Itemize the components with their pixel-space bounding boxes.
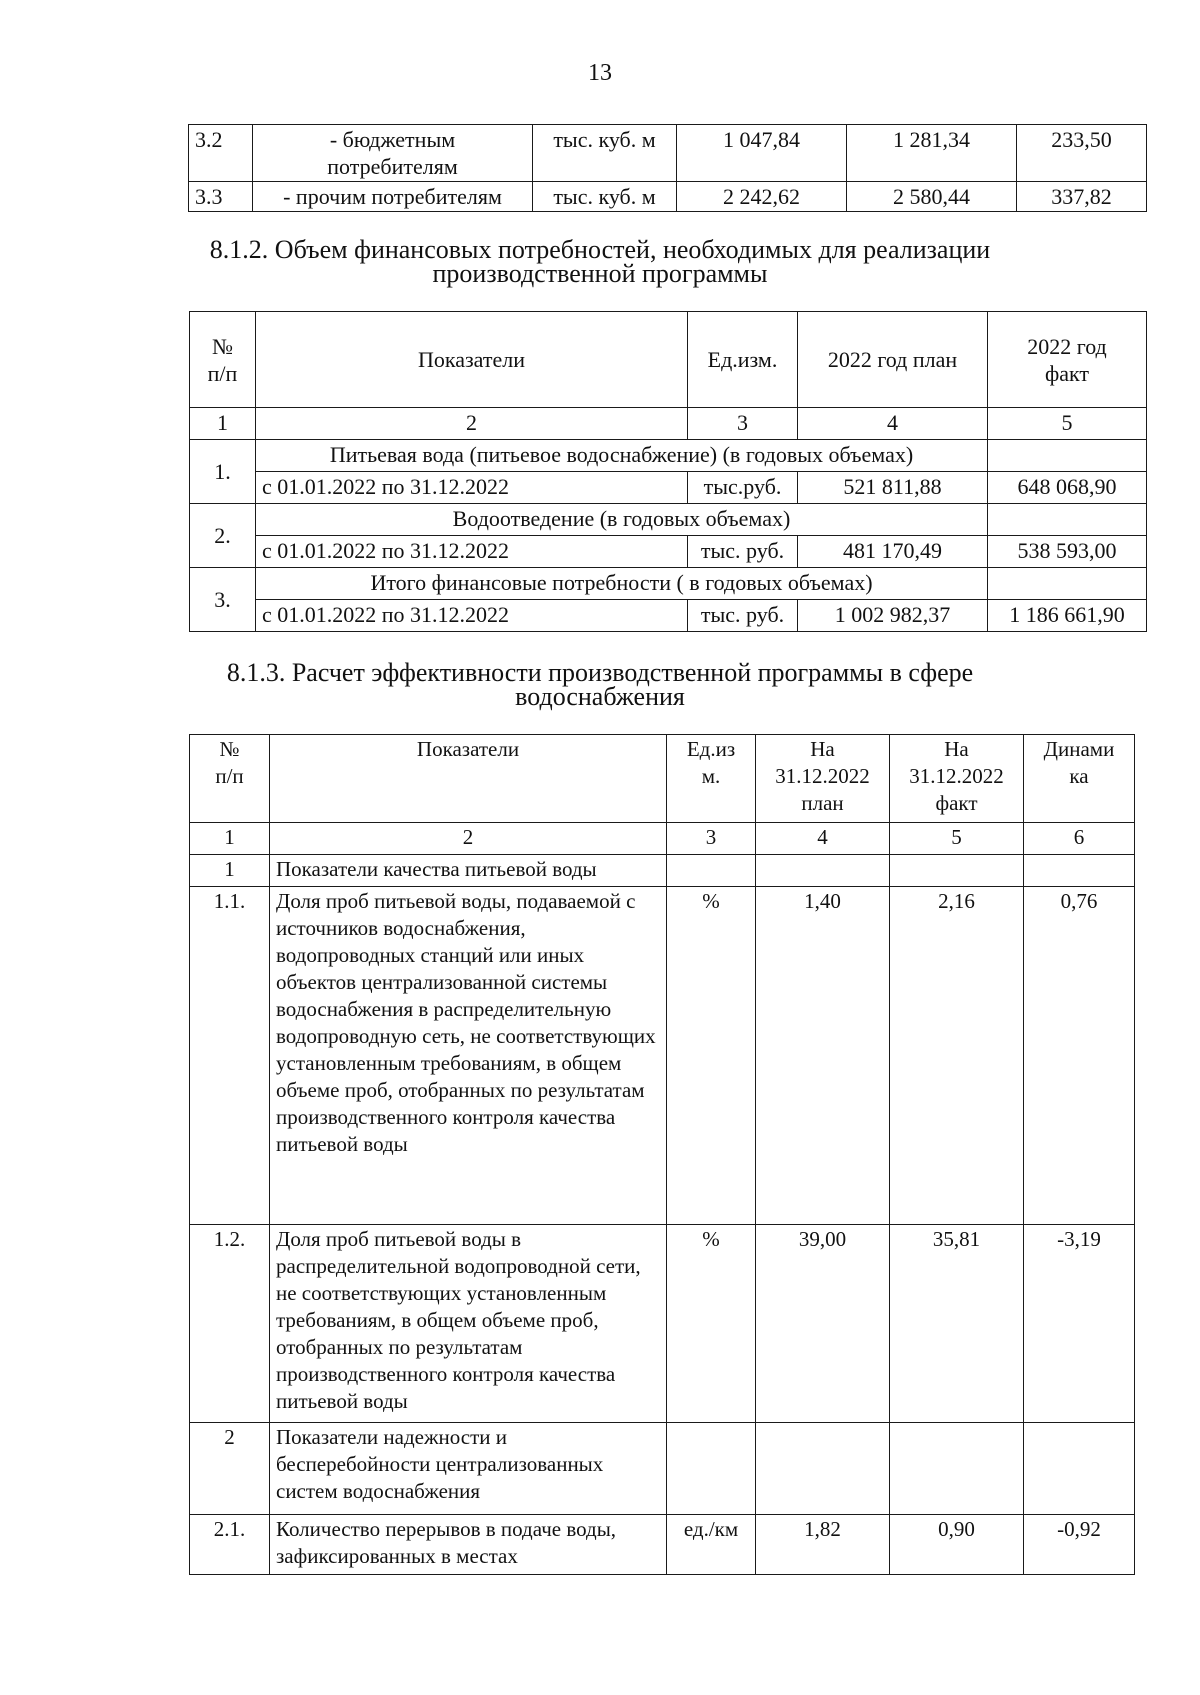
fact-value: 538 593,00 xyxy=(988,536,1147,568)
row-number: 1.2. xyxy=(190,1225,270,1423)
indicator-name: Показатели надежности и бесперебойности централизованных систем водоснабжения xyxy=(270,1423,667,1515)
column-number: 2 xyxy=(270,823,667,855)
fact-value: 2,16 xyxy=(890,887,1024,1225)
plan-value: 481 170,49 xyxy=(798,536,988,568)
table-row xyxy=(190,855,1135,887)
unit: тыс. куб. м xyxy=(533,182,677,212)
unit xyxy=(667,855,756,887)
fact-value xyxy=(890,1423,1024,1515)
empty-cell xyxy=(988,440,1147,472)
table-row xyxy=(189,125,1147,182)
column-numbers-row xyxy=(190,408,1147,440)
unit: тыс. руб. xyxy=(688,536,798,568)
header-fact: 2022 год факт xyxy=(988,312,1147,408)
fact-value: 1 281,34 xyxy=(847,125,1017,182)
period: с 01.01.2022 по 31.12.2022 xyxy=(256,600,688,632)
group-value-row xyxy=(190,600,1147,632)
plan-value xyxy=(756,1423,890,1515)
unit: тыс.руб. xyxy=(688,472,798,504)
fact-value xyxy=(890,855,1024,887)
row-number: 1.1. xyxy=(190,887,270,1225)
plan-value xyxy=(756,855,890,887)
column-number: 1 xyxy=(190,408,256,440)
section-813-heading: 8.1.3. Расчет эффективности производственной программы в сфере водоснабжения xyxy=(226,658,974,711)
table-top xyxy=(188,124,1147,212)
indicator-name: - прочим потребителям xyxy=(253,182,533,212)
header-indicator: Показатели xyxy=(270,735,667,823)
unit: % xyxy=(667,1225,756,1423)
unit: ед./км xyxy=(667,1515,756,1575)
plan-value: 1,82 xyxy=(756,1515,890,1575)
group-number: 3. xyxy=(190,568,256,632)
plan-value: 1,40 xyxy=(756,887,890,1225)
table-financial-needs xyxy=(189,311,1147,632)
empty-cell xyxy=(988,504,1147,536)
fact-value: 0,90 xyxy=(890,1515,1024,1575)
header-unit: Ед.из м. xyxy=(667,735,756,823)
table-efficiency xyxy=(189,734,1135,1575)
row-number: 1 xyxy=(190,855,270,887)
group-number: 2. xyxy=(190,504,256,568)
period: с 01.01.2022 по 31.12.2022 xyxy=(256,472,688,504)
dynamics-value: -3,19 xyxy=(1024,1225,1135,1423)
header-dynamics: Динами ка xyxy=(1024,735,1135,823)
dynamics-value xyxy=(1024,1423,1135,1515)
period: с 01.01.2022 по 31.12.2022 xyxy=(256,536,688,568)
column-number: 3 xyxy=(688,408,798,440)
fact-value: 1 186 661,90 xyxy=(988,600,1147,632)
unit: тыс. руб. xyxy=(688,600,798,632)
plan-value: 521 811,88 xyxy=(798,472,988,504)
plan-value: 39,00 xyxy=(756,1225,890,1423)
group-title-row xyxy=(190,440,1147,472)
table-header-row xyxy=(190,735,1135,823)
dynamics-value: -0,92 xyxy=(1024,1515,1135,1575)
table-header-row xyxy=(190,312,1147,408)
header-indicator: Показатели xyxy=(256,312,688,408)
header-fact: На 31.12.2022 факт xyxy=(890,735,1024,823)
table-row xyxy=(190,1515,1135,1575)
table-row xyxy=(190,887,1135,1225)
indicator-name: Показатели качества питьевой воды xyxy=(270,855,667,887)
empty-cell xyxy=(988,568,1147,600)
column-number: 5 xyxy=(988,408,1147,440)
diff-value: 233,50 xyxy=(1017,125,1147,182)
group-title-row xyxy=(190,568,1147,600)
plan-value: 2 242,62 xyxy=(677,182,847,212)
row-number: 3.2 xyxy=(189,125,253,182)
row-number: 2 xyxy=(190,1423,270,1515)
header-plan: 2022 год план xyxy=(798,312,988,408)
group-value-row xyxy=(190,472,1147,504)
column-numbers-row xyxy=(190,823,1135,855)
row-number: 3.3 xyxy=(189,182,253,212)
indicator-name: Доля проб питьевой воды в распределительной водопроводной сети, не соответствующих установленным требованиям, в общем объеме проб, отобранных по результатам производственного контроля качества питьевой воды xyxy=(270,1225,667,1423)
row-number: 2.1. xyxy=(190,1515,270,1575)
group-title: Итого финансовые потребности ( в годовых объемах) xyxy=(256,568,988,600)
table-row xyxy=(189,182,1147,212)
table-row xyxy=(190,1225,1135,1423)
header-number: № п/п xyxy=(190,312,256,408)
column-number: 1 xyxy=(190,823,270,855)
unit: % xyxy=(667,887,756,1225)
dynamics-value: 0,76 xyxy=(1024,887,1135,1225)
diff-value: 337,82 xyxy=(1017,182,1147,212)
column-number: 4 xyxy=(798,408,988,440)
plan-value: 1 047,84 xyxy=(677,125,847,182)
group-title: Водоотведение (в годовых объемах) xyxy=(256,504,988,536)
header-unit: Ед.изм. xyxy=(688,312,798,408)
page-number: 13 xyxy=(588,60,612,86)
column-number: 3 xyxy=(667,823,756,855)
section-812-heading: 8.1.2. Объем финансовых потребностей, необходимых для реализации производственной программы xyxy=(209,235,991,288)
fact-value: 35,81 xyxy=(890,1225,1024,1423)
plan-value: 1 002 982,37 xyxy=(798,600,988,632)
unit: тыс. куб. м xyxy=(533,125,677,182)
header-number: № п/п xyxy=(190,735,270,823)
indicator-name: Доля проб питьевой воды, подаваемой с источников водоснабжения, водопроводных станций или иных объектов централизованной системы водоснабжения в распределительную водопроводную сеть, не соответствующих установленным требованиям, в общем объеме проб, отобранных по результатам производственного контроля качества питьевой воды xyxy=(270,887,667,1225)
unit xyxy=(667,1423,756,1515)
group-title-row xyxy=(190,504,1147,536)
dynamics-value xyxy=(1024,855,1135,887)
column-number: 2 xyxy=(256,408,688,440)
group-number: 1. xyxy=(190,440,256,504)
table-row xyxy=(190,1423,1135,1515)
group-title: Питьевая вода (питьевое водоснабжение) (в годовых объемах) xyxy=(256,440,988,472)
group-value-row xyxy=(190,536,1147,568)
header-plan: На 31.12.2022 план xyxy=(756,735,890,823)
column-number: 4 xyxy=(756,823,890,855)
fact-value: 2 580,44 xyxy=(847,182,1017,212)
indicator-name: - бюджетным потребителям xyxy=(253,125,533,182)
indicator-name: Количество перерывов в подаче воды, зафиксированных в местах xyxy=(270,1515,667,1575)
column-number: 6 xyxy=(1024,823,1135,855)
column-number: 5 xyxy=(890,823,1024,855)
fact-value: 648 068,90 xyxy=(988,472,1147,504)
